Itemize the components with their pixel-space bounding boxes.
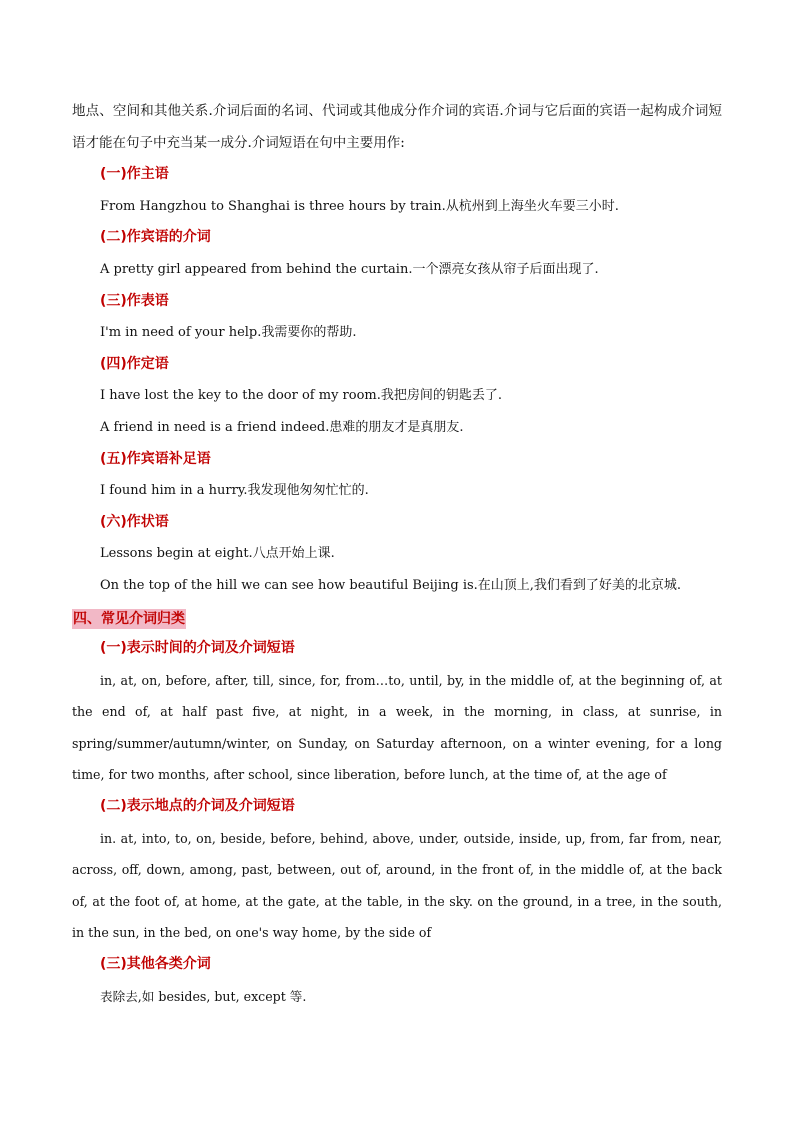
function-block-2 [72,222,722,285]
group-text: in, at, on, before, after, till, since, for, from…to, until, by, in the middle of, at the beginning of, at the end of, at half past five, at night, in a week, in the morning, in class, at sunrise, in spring/summer/autumn/winter, on Sunday, on Saturday afternoon, on a winter evening, for a long time, for two months, after school, since liberation, before lunch, at the time of, at the age of [72,672,722,783]
function-heading: (五)作宾语补足语 [100,450,211,467]
example-sentence: From Hangzhou to Shanghai is three hours by train.从杭州到上海坐火车要三小时. [100,198,619,214]
function-block-1 [72,159,722,222]
intro-paragraph: 地点、空间和其他关系.介词后面的名词、代词或其他成分作介词的宾语.介词与它后面的宾语一起构成介词短语才能在句子中充当某一成分.介词短语在句中主要用作: [72,103,722,151]
function-heading: (四)作定语 [100,355,169,372]
function-heading: (六)作状语 [100,513,169,530]
function-block-6 [72,507,722,602]
example-sentence: I found him in a hurry.我发现他匆匆忙忙的. [100,483,369,499]
example-sentence: I have lost the key to the door of my room.我把房间的钥匙丢了. [100,388,503,404]
group-text: in. at, into, to, on, beside, before, behind, above, under, outside, inside, up, from, far from, near, across, off, down, among, past, between, out of, around, in the front of, in the middle of, at the back of, at the foot of, at home, at the gate, at the table, in the sky. on the ground, in a tree, in the south, in the sun, in the bed, on one's way home, by the side of [72,830,722,941]
example-sentence: On the top of the hill we can see how beautiful Beijing is.在山顶上,我们看到了好美的北京城. [100,577,682,593]
document-page [72,96,722,1012]
function-heading: (三)作表语 [100,292,169,309]
group-other [72,949,722,1012]
group-text: 表除去,如 besides, but, except 等. [100,988,307,1004]
group-place [72,791,722,949]
function-heading: (二)作宾语的介词 [100,229,211,246]
function-heading: (一)作主语 [100,166,169,183]
example-sentence: A friend in need is a friend indeed.患难的朋友才是真朋友. [100,419,464,435]
example-sentence: A pretty girl appeared from behind the curtain.一个漂亮女孩从帘子后面出现了. [100,261,599,277]
group-heading: (一)表示时间的介词及介词短语 [100,640,295,657]
function-block-4 [72,349,722,444]
section-four-line [72,602,722,634]
example-sentence: Lessons begin at eight.八点开始上课. [100,546,335,562]
group-heading: (二)表示地点的介词及介词短语 [100,798,295,815]
function-block-5 [72,444,722,507]
group-heading: (三)其他各类介词 [100,956,211,973]
group-time [72,633,722,791]
function-block-3 [72,286,722,349]
section-title: 四、常见介词归类 [73,610,185,627]
example-sentence: I'm in need of your help.我需要你的帮助. [100,325,357,341]
